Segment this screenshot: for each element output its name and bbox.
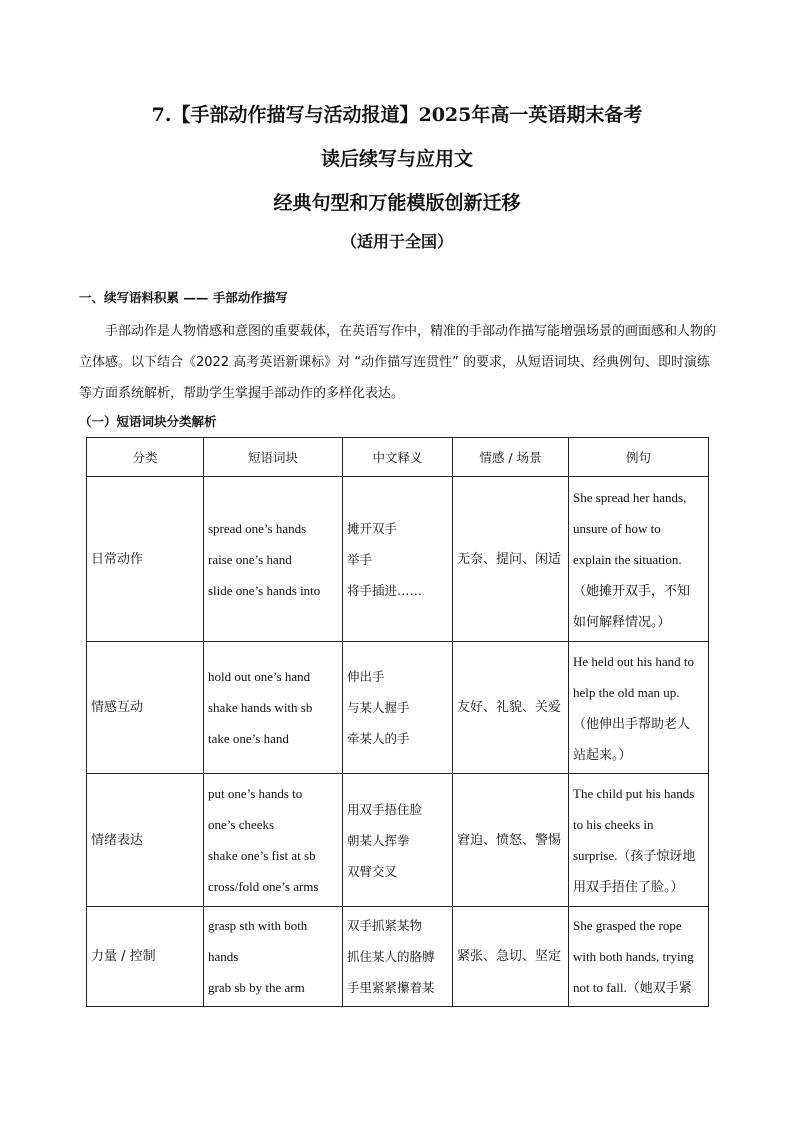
meaning-cell — [343, 774, 453, 907]
meaning: 伸出手 — [347, 669, 385, 684]
category-cell: 情绪表达 — [87, 774, 204, 907]
table-header-row — [87, 438, 709, 477]
example-line: explain the situation. — [573, 551, 682, 567]
example-line: 站起来。） — [573, 746, 632, 762]
phrase: cross/fold one’s arms — [208, 879, 319, 894]
example-line: with both hands, trying — [573, 949, 694, 964]
phrase: hold out one’s hand — [208, 669, 311, 684]
title-block — [0, 100, 794, 256]
phrases-cell — [204, 642, 343, 774]
table-row — [87, 642, 709, 774]
section-heading: 一、续写语料积累 —— 手部动作描写 — [79, 290, 288, 305]
example-line: The child put his hands — [573, 786, 695, 801]
header-phrases: 短语词块 — [204, 438, 343, 477]
example-line: surprise.（孩子惊讶地 — [573, 848, 696, 863]
example-cell — [569, 477, 709, 642]
example-line: （他伸出手帮助老人 — [573, 715, 691, 731]
example-line: She spread her hands, — [573, 489, 687, 505]
phrase: hands — [208, 949, 239, 964]
meaning: 牵某人的手 — [347, 731, 410, 746]
meaning: 双臂交叉 — [347, 863, 398, 879]
header-scene: 情感 / 场景 — [453, 438, 569, 477]
document-scope: （适用于全国） — [340, 232, 453, 251]
phrase: shake one’s fist at sb — [208, 848, 316, 863]
example-line: unsure of how to — [573, 520, 661, 536]
phrase-table — [86, 437, 709, 1007]
category-cell: 力量 / 控制 — [87, 907, 204, 1007]
phrase: slide one’s hands into — [208, 582, 321, 598]
meaning: 举手 — [347, 551, 373, 567]
header-meaning: 中文释义 — [343, 438, 453, 477]
scene-cell: 窘迫、愤怒、警惕 — [453, 774, 569, 907]
example-line: help the old man up. — [573, 684, 680, 700]
example-line: 如何解释情况。） — [573, 613, 671, 629]
meaning-cell — [343, 907, 453, 1007]
header-category: 分类 — [87, 438, 204, 477]
header-example: 例句 — [569, 438, 709, 477]
category-cell: 日常动作 — [87, 477, 204, 642]
phrases-cell — [204, 477, 343, 642]
meaning: 将手插进…… — [347, 582, 423, 598]
scene-cell: 紧张、急切、坚定 — [453, 907, 569, 1007]
document-subtitle-2: 经典句型和万能模版创新迁移 — [273, 192, 521, 214]
example-line: （她摊开双手，不知 — [573, 582, 691, 598]
phrase: spread one’s hands — [208, 520, 307, 536]
example-cell — [569, 907, 709, 1007]
phrases-cell — [204, 774, 343, 907]
phrase: take one’s hand — [208, 731, 289, 746]
phrase: shake hands with sb — [208, 700, 313, 715]
meaning: 朝某人挥拳 — [347, 832, 410, 848]
meaning: 用双手捂住脸 — [347, 801, 423, 817]
table-row — [87, 477, 709, 642]
meaning: 双手抓紧某物 — [347, 918, 423, 933]
document-subtitle: 读后续写与应用文 — [320, 148, 473, 170]
example-line: He held out his hand to — [573, 653, 694, 669]
meaning: 抓住某人的胳膊 — [347, 949, 435, 964]
example-line: to his cheeks in — [573, 817, 654, 832]
phrase: grab sb by the arm — [208, 980, 305, 995]
meaning-cell — [343, 477, 453, 642]
scene-cell: 无奈、提问、闲适 — [453, 477, 569, 642]
example-cell — [569, 642, 709, 774]
meaning: 手里紧紧攥着某 — [347, 980, 435, 995]
scene-cell: 友好、礼貌、关爱 — [453, 642, 569, 774]
meaning: 与某人握手 — [347, 700, 410, 715]
intro-paragraph — [79, 316, 719, 409]
sub-heading: （一）短语词块分类解析 — [79, 414, 217, 429]
phrase: grasp sth with both — [208, 918, 308, 933]
phrases-cell — [204, 907, 343, 1007]
example-cell — [569, 774, 709, 907]
example-line: 用双手捂住了脸。） — [573, 879, 684, 894]
document-title: 7.【手部动作描写与活动报道】2025年高一英语期末备考 — [151, 104, 643, 126]
example-line: not to fall.（她双手紧 — [573, 980, 692, 995]
example-line: She grasped the rope — [573, 918, 682, 933]
table-row — [87, 774, 709, 907]
intro-text: 手部动作是人物情感和意图的重要载体，在英语写作中，精准的手部动作描写能增强场景的画面感和人物的立体感。以下结合《2022 高考英语新课标》对 “动作描写连贯性” 的要求，从短语词块、经典例句、即时演练等方面系统解析，帮助学生掌握手部动作的多样化表达。 — [79, 324, 717, 401]
phrase: raise one’s hand — [208, 551, 292, 567]
phrase: one’s cheeks — [208, 817, 275, 832]
phrase: put one’s hands to — [208, 786, 303, 801]
table-row — [87, 907, 709, 1007]
meaning: 摊开双手 — [347, 520, 398, 536]
meaning-cell — [343, 642, 453, 774]
category-cell: 情感互动 — [87, 642, 204, 774]
